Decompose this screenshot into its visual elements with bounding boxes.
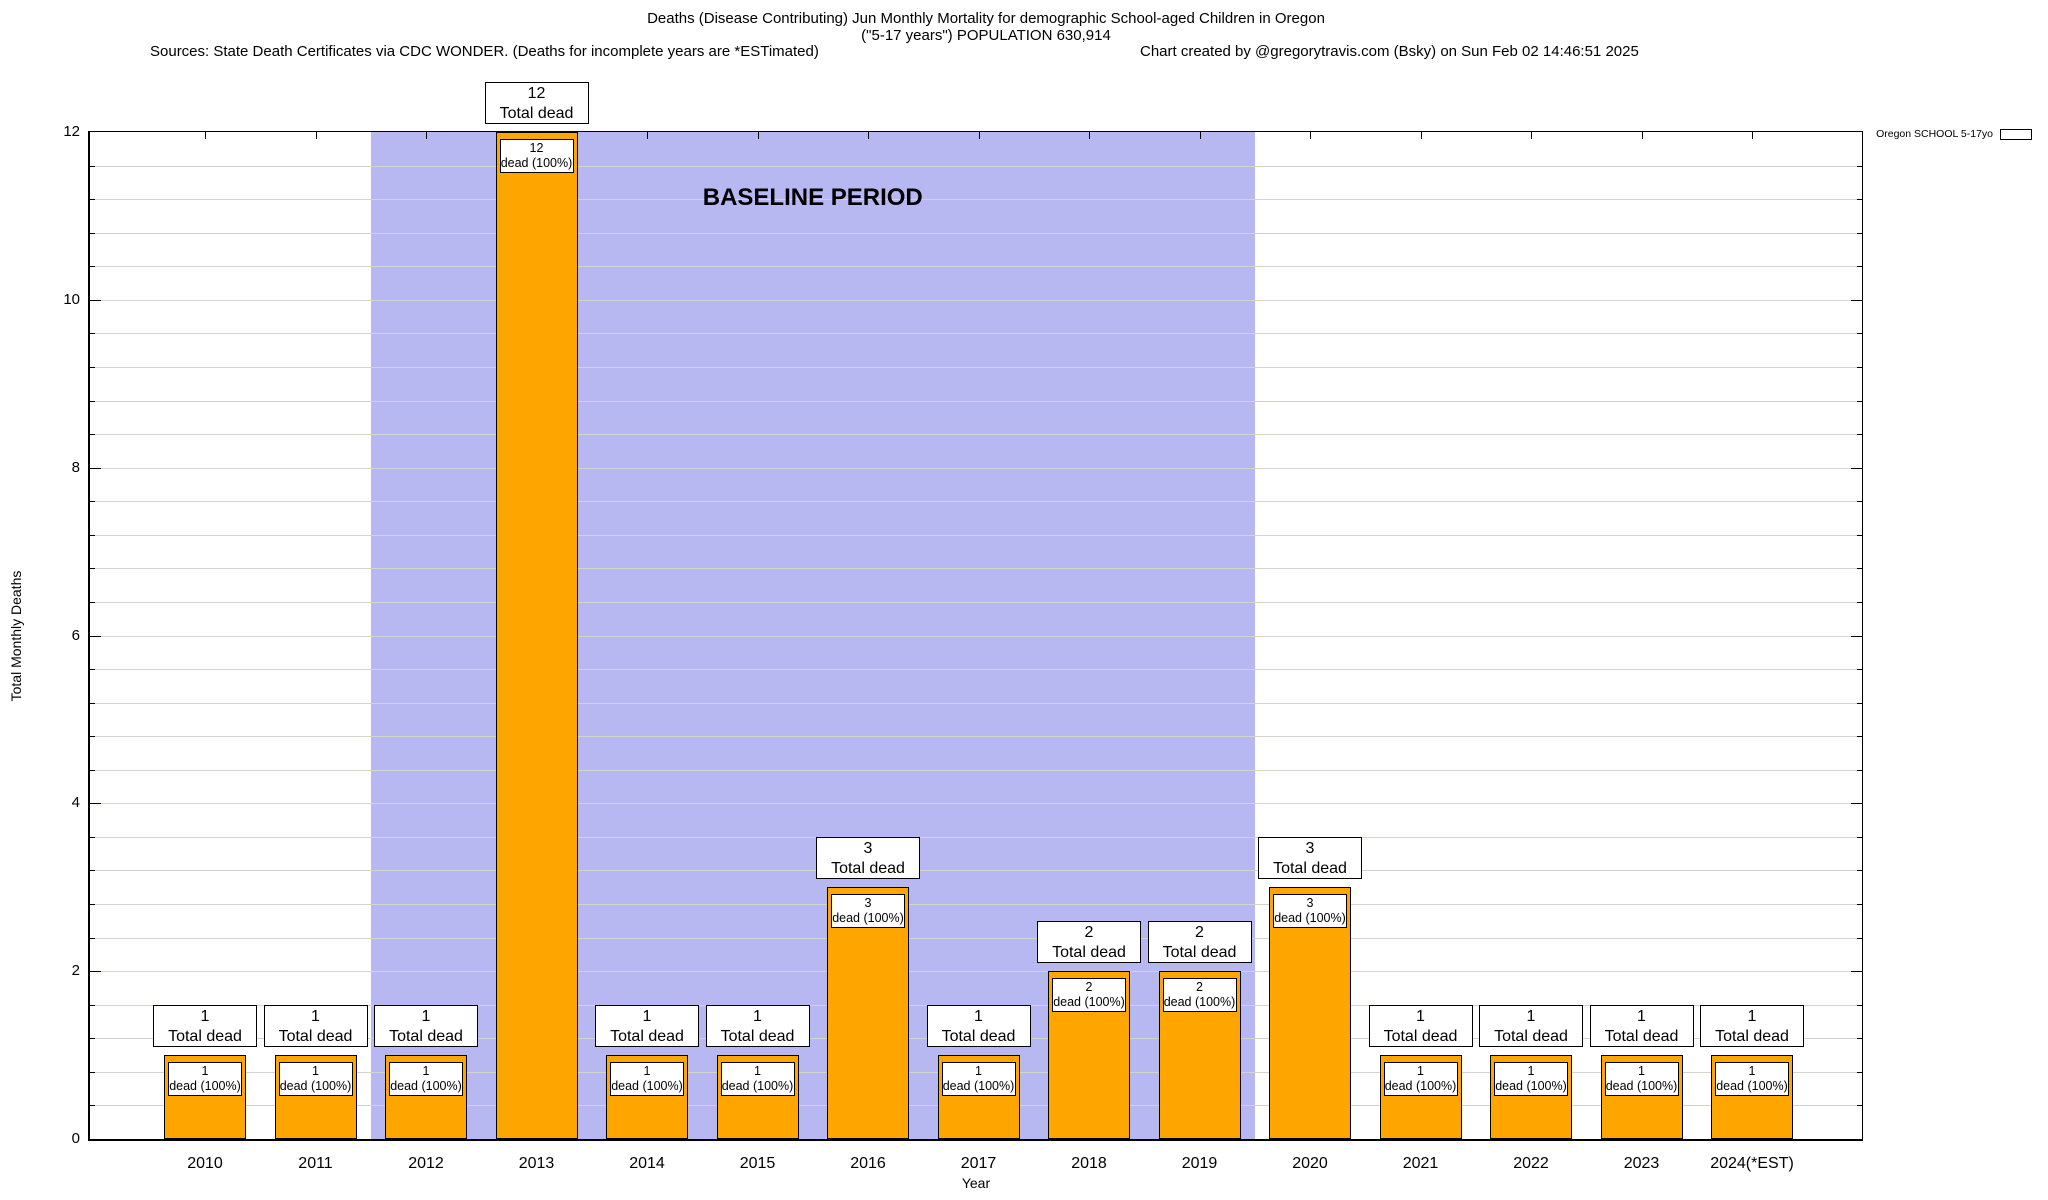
y-tick-mark	[1857, 870, 1862, 871]
y-tick-label: 4	[71, 794, 80, 812]
bar-inner-label: 1 dead (100%)	[279, 1062, 353, 1096]
bar-inner-label: 1 dead (100%)	[610, 1062, 684, 1096]
gridline	[90, 468, 1862, 469]
chart-title-line1: Deaths (Disease Contributing) Jun Monthly Mortality for demographic School-aged Children in Oregon	[647, 10, 1325, 27]
y-tick-mark	[1857, 266, 1862, 267]
y-tick-mark	[1857, 535, 1862, 536]
y-tick-mark	[1857, 837, 1862, 838]
x-tick-mark	[979, 132, 980, 139]
gridline	[90, 401, 1862, 402]
gridline	[90, 736, 1862, 737]
gridline	[90, 333, 1862, 334]
y-tick-mark	[90, 1072, 95, 1073]
gridline	[90, 199, 1862, 200]
x-tick-label: 2014	[629, 1155, 665, 1172]
bar-inner-label: 2 dead (100%)	[1163, 978, 1237, 1012]
gridline	[90, 770, 1862, 771]
bar-inner-label: 1 dead (100%)	[1715, 1062, 1789, 1096]
bar-inner-label: 12 dead (100%)	[500, 139, 574, 173]
y-tick-mark	[90, 971, 101, 972]
x-tick-label: 2021	[1402, 1155, 1439, 1172]
y-tick-label: 8	[71, 458, 80, 476]
x-tick-label: 2022	[1513, 1155, 1549, 1172]
y-tick-label: 2	[71, 962, 80, 980]
y-tick-mark	[1857, 938, 1862, 939]
gridline	[90, 971, 1862, 972]
gridline	[90, 501, 1862, 502]
y-tick-mark	[90, 1038, 95, 1039]
y-tick-mark	[90, 333, 95, 334]
x-tick-mark	[1642, 132, 1643, 139]
chart-title-line2: ("5-17 years") POPULATION 630,914	[861, 27, 1111, 44]
gridline	[90, 938, 1862, 939]
y-tick-mark	[90, 367, 95, 368]
bar-total-label: 1 Total dead	[1590, 1005, 1694, 1047]
y-tick-mark	[1857, 367, 1862, 368]
bar-inner-label: 3 dead (100%)	[1273, 894, 1347, 928]
y-tick-mark	[90, 568, 95, 569]
sources-note: Sources: State Death Certificates via CDC WONDER. (Deaths for incomplete years are *ESTimated)	[150, 43, 819, 60]
bar	[496, 132, 578, 1139]
x-tick-label: 2023	[1623, 1155, 1660, 1172]
y-tick-mark	[90, 1105, 95, 1106]
y-tick-mark	[1857, 199, 1862, 200]
x-tick-mark	[1089, 132, 1090, 139]
x-tick-mark	[1531, 132, 1532, 139]
legend-label: Oregon SCHOOL 5-17yo	[1876, 128, 1993, 140]
bar-total-label: 1 Total dead	[264, 1005, 368, 1047]
y-tick-mark	[1857, 1105, 1862, 1106]
legend-swatch	[2000, 129, 2032, 140]
credit-note: Chart created by @gregorytravis.com (Bsky) on Sun Feb 02 14:46:51 2025	[1140, 43, 1639, 60]
legend	[1876, 128, 2032, 140]
gridline	[90, 703, 1862, 704]
bar-total-label: 2 Total dead	[1148, 921, 1252, 963]
bar-inner-label: 1 dead (100%)	[168, 1062, 242, 1096]
gridline	[90, 803, 1862, 804]
y-tick-mark	[90, 233, 95, 234]
y-tick-mark	[1857, 333, 1862, 334]
y-tick-mark	[1851, 636, 1862, 637]
x-tick-label: 2016	[850, 1155, 886, 1172]
plot-area	[8, 85, 1863, 1191]
y-tick-mark	[90, 602, 95, 603]
bar-inner-label: 2 dead (100%)	[1052, 978, 1126, 1012]
y-tick-mark	[90, 904, 95, 905]
bar-inner-label: 3 dead (100%)	[831, 894, 905, 928]
x-tick-mark	[1421, 132, 1422, 139]
y-tick-mark	[90, 166, 95, 167]
y-tick-mark	[90, 401, 95, 402]
x-tick-label: 2013	[518, 1155, 555, 1172]
y-tick-mark	[1851, 300, 1862, 301]
y-tick-mark	[1857, 501, 1862, 502]
x-tick-mark	[868, 132, 869, 139]
x-tick-label: 2024(*EST)	[1710, 1155, 1794, 1172]
x-tick-mark	[758, 132, 759, 139]
y-tick-mark	[1851, 971, 1862, 972]
y-tick-mark	[1857, 669, 1862, 670]
gridline	[90, 904, 1862, 905]
bar-inner-label: 1 dead (100%)	[721, 1062, 795, 1096]
gridline	[90, 568, 1862, 569]
y-tick-mark	[90, 669, 95, 670]
y-tick-label: 10	[63, 290, 80, 308]
y-tick-mark	[90, 703, 95, 704]
y-tick-label: 6	[71, 626, 80, 644]
y-tick-mark	[1857, 434, 1862, 435]
y-tick-mark	[90, 434, 95, 435]
gridline	[90, 233, 1862, 234]
bar-inner-label: 1 dead (100%)	[1494, 1062, 1568, 1096]
gridline	[90, 266, 1862, 267]
y-axis-title: Total Monthly Deaths	[8, 570, 24, 701]
y-tick-mark	[1857, 602, 1862, 603]
y-tick-mark	[1857, 1072, 1862, 1073]
gridline	[90, 166, 1862, 167]
x-tick-mark	[426, 132, 427, 139]
y-tick-mark	[1857, 233, 1862, 234]
bar-total-label: 1 Total dead	[706, 1005, 810, 1047]
bar-inner-label: 1 dead (100%)	[1384, 1062, 1458, 1096]
gridline	[90, 367, 1862, 368]
x-tick-label: 2019	[1181, 1155, 1218, 1172]
y-tick-mark	[1857, 1038, 1862, 1039]
bar-inner-label: 1 dead (100%)	[942, 1062, 1016, 1096]
x-tick-mark	[647, 132, 648, 139]
baseline-period-label: BASELINE PERIOD	[702, 184, 923, 211]
gridline	[90, 300, 1862, 301]
y-tick-mark	[90, 468, 101, 469]
y-tick-mark	[1851, 468, 1862, 469]
gridline	[90, 870, 1862, 871]
bar-total-label: 1 Total dead	[927, 1005, 1031, 1047]
x-tick-label: 2020	[1292, 1155, 1328, 1172]
y-tick-mark	[90, 501, 95, 502]
y-tick-mark	[90, 870, 95, 871]
x-tick-label: 2012	[408, 1155, 444, 1172]
y-tick-mark	[90, 636, 101, 637]
y-tick-label: 12	[63, 123, 80, 140]
bar-inner-label: 1 dead (100%)	[1605, 1062, 1679, 1096]
bar-total-label: 1 Total dead	[153, 1005, 257, 1047]
x-tick-mark	[1200, 132, 1201, 139]
y-tick-mark	[90, 300, 101, 301]
gridline	[90, 669, 1862, 670]
y-tick-mark	[90, 770, 95, 771]
y-tick-mark	[1857, 703, 1862, 704]
y-tick-mark	[1857, 1005, 1862, 1006]
y-tick-mark	[90, 535, 95, 536]
y-tick-mark	[1857, 568, 1862, 569]
y-tick-mark	[1857, 770, 1862, 771]
y-tick-mark	[1857, 166, 1862, 167]
bar-total-label: 1 Total dead	[1369, 1005, 1473, 1047]
y-tick-mark	[1857, 736, 1862, 737]
bar-total-label: 3 Total dead	[816, 837, 920, 879]
x-tick-label: 2018	[1071, 1155, 1107, 1172]
y-tick-mark	[90, 837, 95, 838]
gridline	[90, 535, 1862, 536]
x-tick-mark	[316, 132, 317, 139]
bar-total-label: 2 Total dead	[1037, 921, 1141, 963]
x-tick-mark	[205, 132, 206, 139]
bar-total-label: 1 Total dead	[374, 1005, 478, 1047]
y-tick-mark	[90, 266, 95, 267]
y-tick-mark	[1857, 904, 1862, 905]
gridline	[90, 837, 1862, 838]
x-tick-label: 2010	[187, 1155, 223, 1172]
x-tick-label: 2015	[739, 1155, 776, 1172]
y-tick-mark	[1851, 803, 1862, 804]
bar-total-label: 12 Total dead	[485, 82, 589, 124]
x-tick-label: 2011	[298, 1155, 333, 1172]
x-tick-mark	[1752, 132, 1753, 139]
bar-total-label: 3 Total dead	[1258, 837, 1362, 879]
bar-total-label: 1 Total dead	[1700, 1005, 1804, 1047]
y-tick-mark	[90, 736, 95, 737]
bar-total-label: 1 Total dead	[595, 1005, 699, 1047]
gridline	[90, 636, 1862, 637]
x-axis-title: Year	[961, 1175, 991, 1191]
bar-inner-label: 1 dead (100%)	[389, 1062, 463, 1096]
gridline	[90, 602, 1862, 603]
x-tick-mark	[1310, 132, 1311, 139]
y-tick-mark	[90, 803, 101, 804]
y-tick-mark	[90, 199, 95, 200]
bar-total-label: 1 Total dead	[1479, 1005, 1583, 1047]
y-tick-mark	[90, 938, 95, 939]
gridline	[90, 434, 1862, 435]
x-tick-label: 2017	[960, 1155, 997, 1172]
y-tick-mark	[1857, 401, 1862, 402]
y-tick-mark	[90, 1005, 95, 1006]
y-tick-label: 0	[71, 1130, 80, 1147]
